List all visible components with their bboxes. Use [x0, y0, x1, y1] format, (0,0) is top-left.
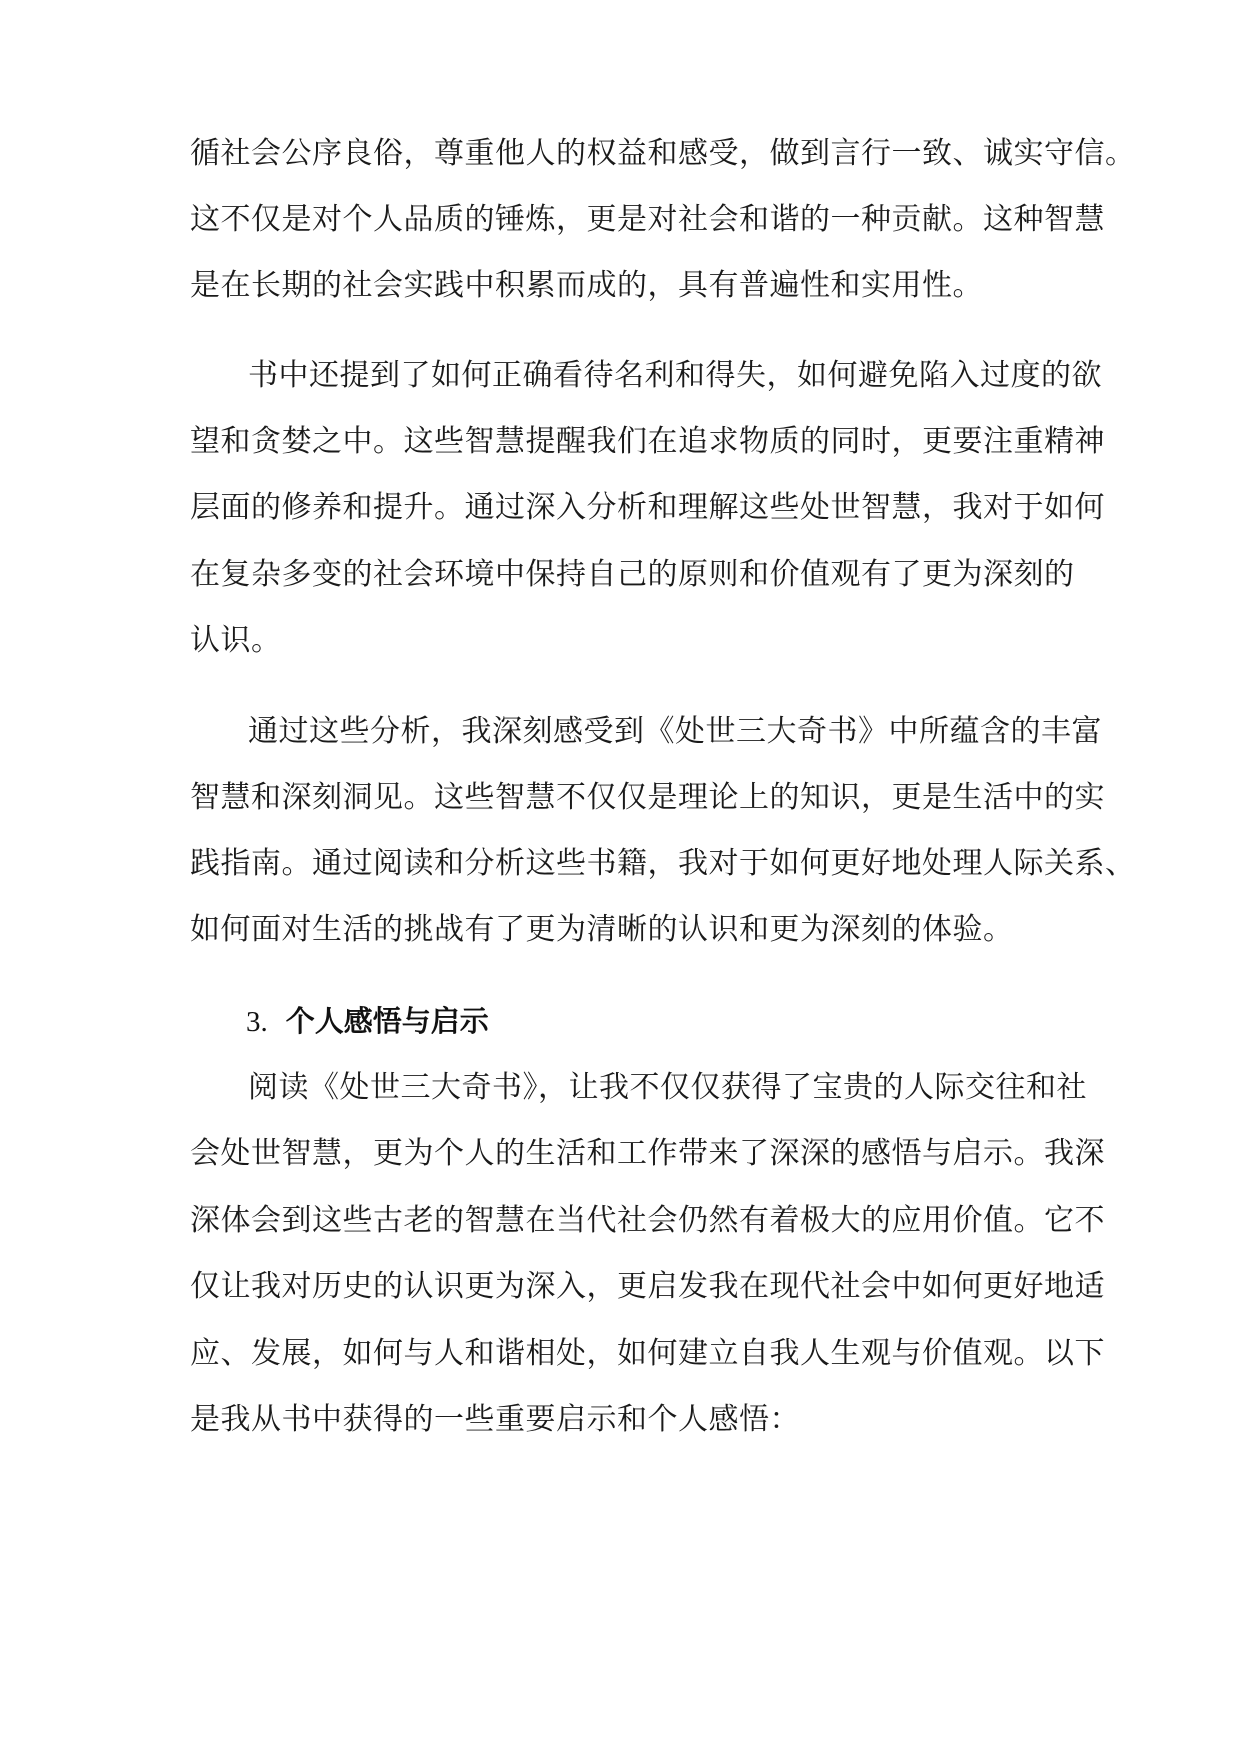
section-heading	[246, 1001, 489, 1042]
paragraph-2-line-2: 望和贪婪之中。这些智慧提醒我们在追求物质的同时，更要注重精神	[190, 424, 1105, 459]
paragraph-3-line-3: 践指南。通过阅读和分析这些书籍，我对于如何更好地处理人际关系、	[190, 846, 1136, 881]
section-number: 3.	[246, 1006, 268, 1038]
paragraph-4-line-6: 是我从书中获得的一些重要启示和个人感悟：	[190, 1402, 800, 1437]
paragraph-4-line-2: 会处世智慧，更为个人的生活和工作带来了深深的感悟与启示。我深	[190, 1136, 1105, 1171]
paragraph-3-line-1: 通过这些分析，我深刻感受到《处世三大奇书》中所蕴含的丰富	[248, 714, 1102, 749]
paragraph-3-line-2: 智慧和深刻洞见。这些智慧不仅仅是理论上的知识，更是生活中的实	[190, 780, 1105, 815]
paragraph-4-line-5: 应、发展，如何与人和谐相处，如何建立自我人生观与价值观。以下	[190, 1336, 1105, 1371]
paragraph-2-line-3: 层面的修养和提升。通过深入分析和理解这些处世智慧，我对于如何	[190, 490, 1105, 525]
paragraph-1-line-2: 这不仅是对个人品质的锤炼，更是对社会和谐的一种贡献。这种智慧	[190, 202, 1105, 237]
paragraph-2-line-4: 在复杂多变的社会环境中保持自己的原则和价值观有了更为深刻的	[190, 557, 1075, 592]
paragraph-4-line-4: 仅让我对历史的认识更为深入，更启发我在现代社会中如何更好地适	[190, 1269, 1105, 1304]
paragraph-2-line-5: 认识。	[190, 623, 282, 658]
paragraph-2-line-1: 书中还提到了如何正确看待名利和得失，如何避免陷入过度的欲	[248, 358, 1102, 393]
section-title: 个人感悟与启示	[285, 1004, 489, 1038]
paragraph-4-line-3: 深体会到这些古老的智慧在当代社会仍然有着极大的应用价值。它不	[190, 1203, 1105, 1238]
paragraph-3-line-4: 如何面对生活的挑战有了更为清晰的认识和更为深刻的体验。	[190, 912, 1014, 947]
paragraph-1-line-3: 是在长期的社会实践中积累而成的，具有普遍性和实用性。	[190, 268, 983, 303]
paragraph-1-line-1: 循社会公序良俗，尊重他人的权益和感受，做到言行一致、诚实守信。	[190, 136, 1136, 171]
paragraph-4-line-1: 阅读《处世三大奇书》，让我不仅仅获得了宝贵的人际交往和社	[248, 1070, 1087, 1105]
